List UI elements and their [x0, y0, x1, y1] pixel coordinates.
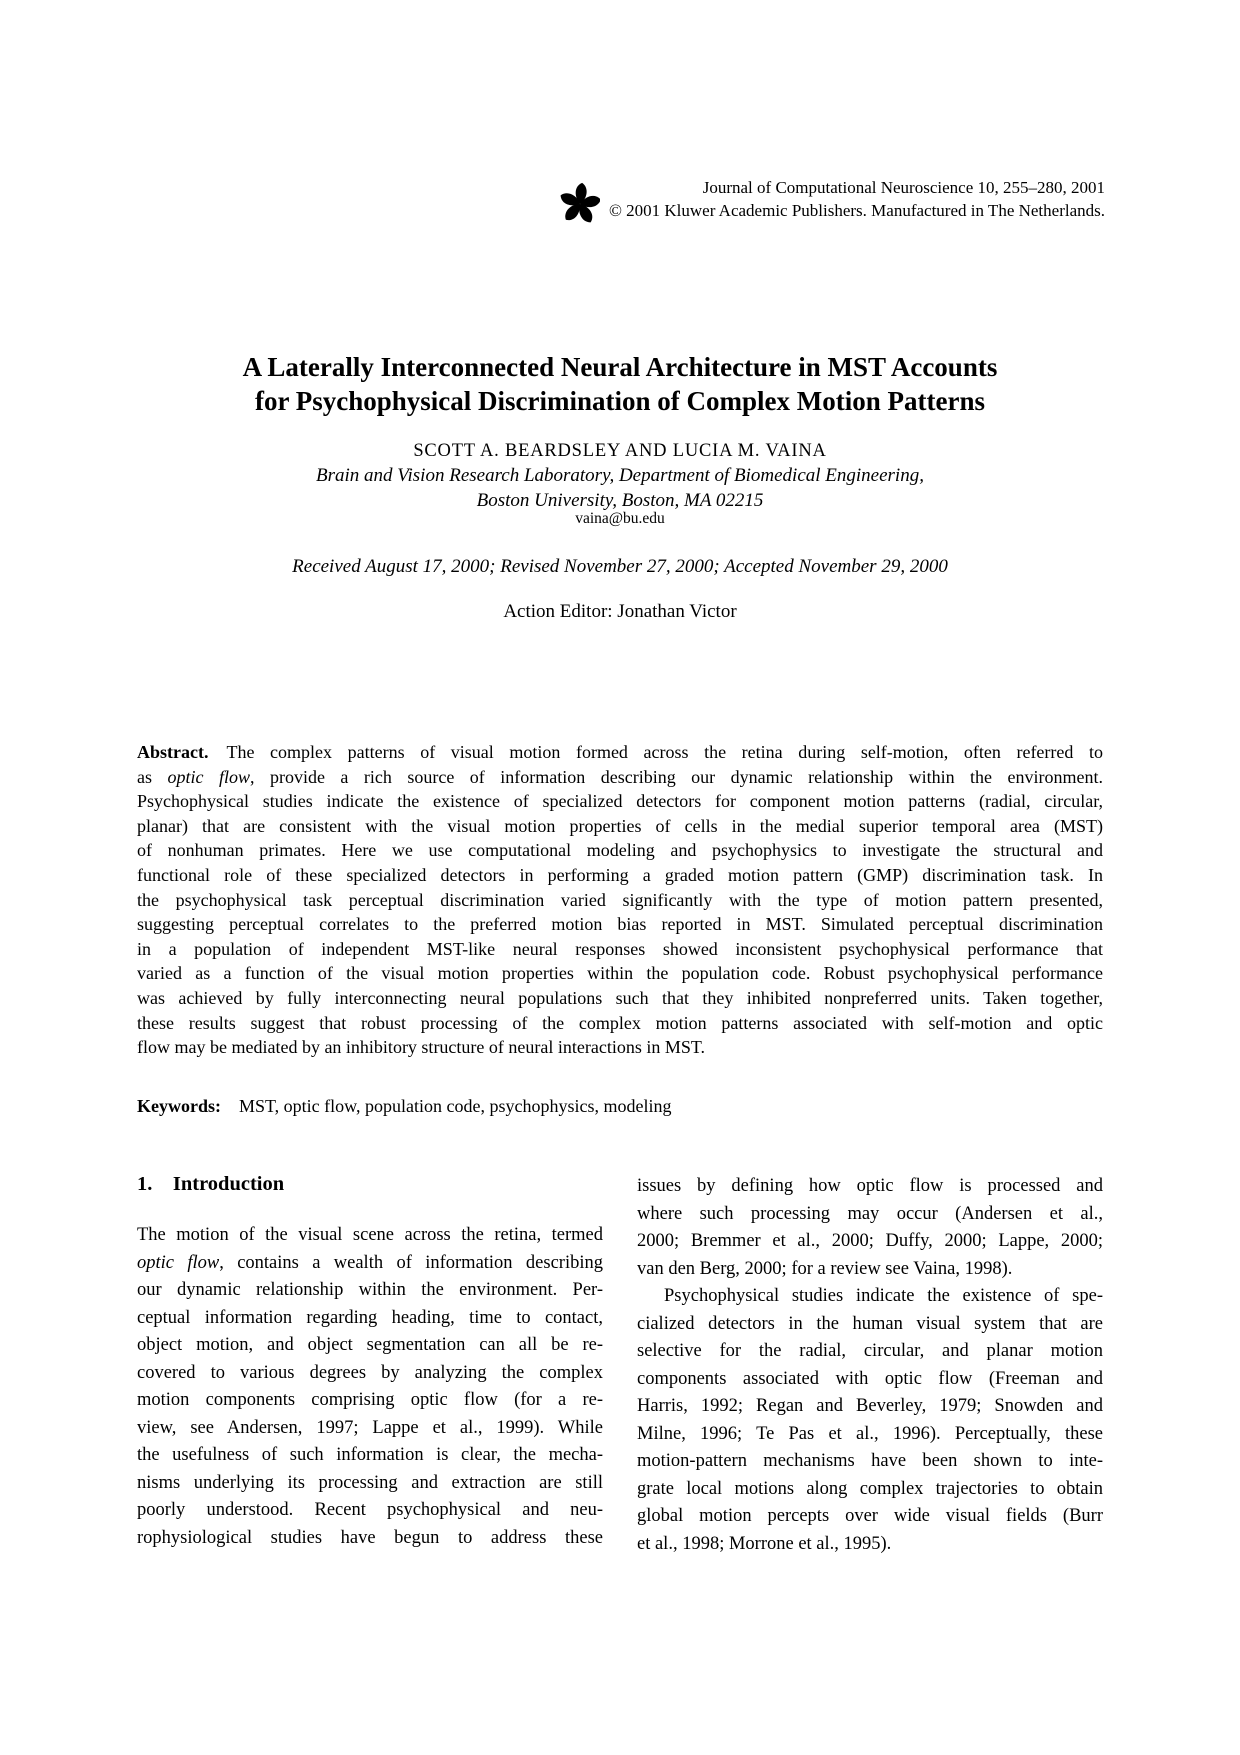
intro-left-column: [137, 1222, 603, 1552]
body-text-line: van den Berg, 2000; for a review see Vaina, 1998).: [637, 1258, 1013, 1279]
body-text-line: ceptual information regarding heading, time to contact,: [137, 1307, 603, 1328]
journal-header: [609, 176, 1105, 222]
abstract-line: Abstract. The complex patterns of visual motion formed across the retina during self-motion, often referred to: [137, 742, 1103, 762]
abstract-line: planar) that are consistent with the visual motion properties of cells in the medial superior temporal area (MST): [137, 815, 1103, 836]
affiliation: [0, 464, 1240, 513]
abstract-line: Psychophysical studies indicate the existence of specialized detectors for component motion patterns (radial, circular,: [137, 791, 1103, 812]
body-text-line: our dynamic relationship within the environment. Per-: [137, 1280, 603, 1300]
abstract-line: as optic flow, provide a rich source of information describing our dynamic relationship within the environment.: [137, 766, 1103, 787]
body-text-line: poorly understood. Recent psychophysical and neu-: [137, 1500, 603, 1520]
body-text-line: view, see Andersen, 1997; Lappe et al., 1999). While: [137, 1417, 603, 1438]
body-text-line: optic flow, contains a wealth of information describing: [137, 1252, 603, 1273]
body-text-line: Psychophysical studies indicate the existence of spe-: [664, 1286, 1103, 1306]
body-text-line: 2000; Bremmer et al., 2000; Duffy, 2000; Lappe, 2000;: [637, 1231, 1103, 1251]
body-text-line: nisms underlying its processing and extraction are still: [137, 1472, 603, 1493]
affiliation-line-2: Boston University, Boston, MA 02215: [476, 489, 764, 511]
body-text-line: covered to various degrees by analyzing the complex: [137, 1362, 603, 1383]
abstract-line: flow may be mediated by an inhibitory structure of neural interactions in MST.: [137, 1037, 706, 1058]
body-text-line: The motion of the visual scene across the retina, termed: [137, 1225, 603, 1245]
body-text-line: Milne, 1996; Te Pas et al., 1996). Perceptually, these: [637, 1423, 1103, 1444]
affiliation-line-1: Brain and Vision Research Laboratory, Department of Biomedical Engineering,: [316, 465, 924, 486]
body-text-line: global motion percepts over wide visual fields (Burr: [637, 1506, 1103, 1526]
intro-right-column: [637, 1173, 1103, 1558]
abstract-line: suggesting perceptual correlates to the preferred motion bias reported in MST. Simulated perceptual discrimination: [137, 914, 1103, 935]
body-text-line: et al., 1998; Morrone et al., 1995).: [637, 1533, 892, 1554]
body-text-line: components associated with optic flow (Freeman and: [637, 1368, 1103, 1389]
body-text-line: motion components comprising optic flow (for a re-: [137, 1390, 603, 1410]
paper-title: [0, 350, 1240, 418]
abstract-line: functional role of these specialized detectors in performing a graded motion pattern (GMP) discrimination task. In: [137, 864, 1103, 885]
abstract-line: in a population of independent MST-like neural responses showed inconsistent psychophysical performance that: [137, 938, 1103, 959]
body-text-line: cialized detectors in the human visual system that are: [637, 1313, 1103, 1334]
body-text-line: object motion, and object segmentation can all be re-: [137, 1335, 603, 1355]
body-text-line: selective for the radial, circular, and planar motion: [637, 1341, 1103, 1361]
keywords: Keywords: MST, optic flow, population code, psychophysics, modeling: [137, 1096, 672, 1116]
authors: SCOTT A. BEARDSLEY AND LUCIA M. VAINA: [413, 441, 827, 461]
abstract-line: was achieved by fully interconnecting neural populations such that they inhibited nonpreferred units. Taken together,: [137, 987, 1103, 1008]
body-text-line: grate local motions along complex trajectories to obtain: [637, 1478, 1103, 1499]
abstract-line: these results suggest that robust processing of the complex motion patterns associated with self-motion and optic: [137, 1012, 1103, 1033]
body-text-line: the usefulness of such information is clear, the mecha-: [137, 1445, 603, 1465]
body-text-line: rophysiological studies have begun to address these: [137, 1527, 603, 1548]
paper-title-line-2: for Psychophysical Discrimination of Complex Motion Patterns: [255, 386, 985, 416]
copyright-line: © 2001 Kluwer Academic Publishers. Manufactured in The Netherlands.: [608, 201, 1105, 220]
author-email: vaina@bu.edu: [575, 510, 665, 527]
abstract-line: varied as a function of the visual motion properties within the population code. Robust psychophysical performance: [137, 963, 1103, 984]
abstract: [137, 740, 1103, 1060]
revision-history: Received August 17, 2000; Revised November 27, 2000; Accepted November 29, 2000: [292, 556, 948, 577]
section-heading-introduction: 1. Introduction: [137, 1173, 285, 1195]
body-text-line: issues by defining how optic flow is processed and: [637, 1176, 1103, 1196]
journal-citation: Journal of Computational Neuroscience 10, 255–280, 2001: [702, 178, 1105, 197]
action-editor: Action Editor: Jonathan Victor: [503, 601, 737, 622]
pinwheel-publisher-logo-icon: [560, 182, 600, 226]
body-text-line: where such processing may occur (Andersen et al.,: [637, 1203, 1103, 1224]
body-text-line: Harris, 1992; Regan and Beverley, 1979; Snowden and: [637, 1396, 1103, 1416]
paper-title-line-1: A Laterally Interconnected Neural Architecture in MST Accounts: [242, 352, 998, 382]
abstract-line: of nonhuman primates. Here we use computational modeling and psychophysics to investigate the structural and: [137, 840, 1103, 861]
body-text-line: motion-pattern mechanisms have been shown to inte-: [637, 1451, 1103, 1471]
abstract-line: the psychophysical task perceptual discrimination varied significantly with the type of motion pattern presented,: [137, 889, 1103, 910]
